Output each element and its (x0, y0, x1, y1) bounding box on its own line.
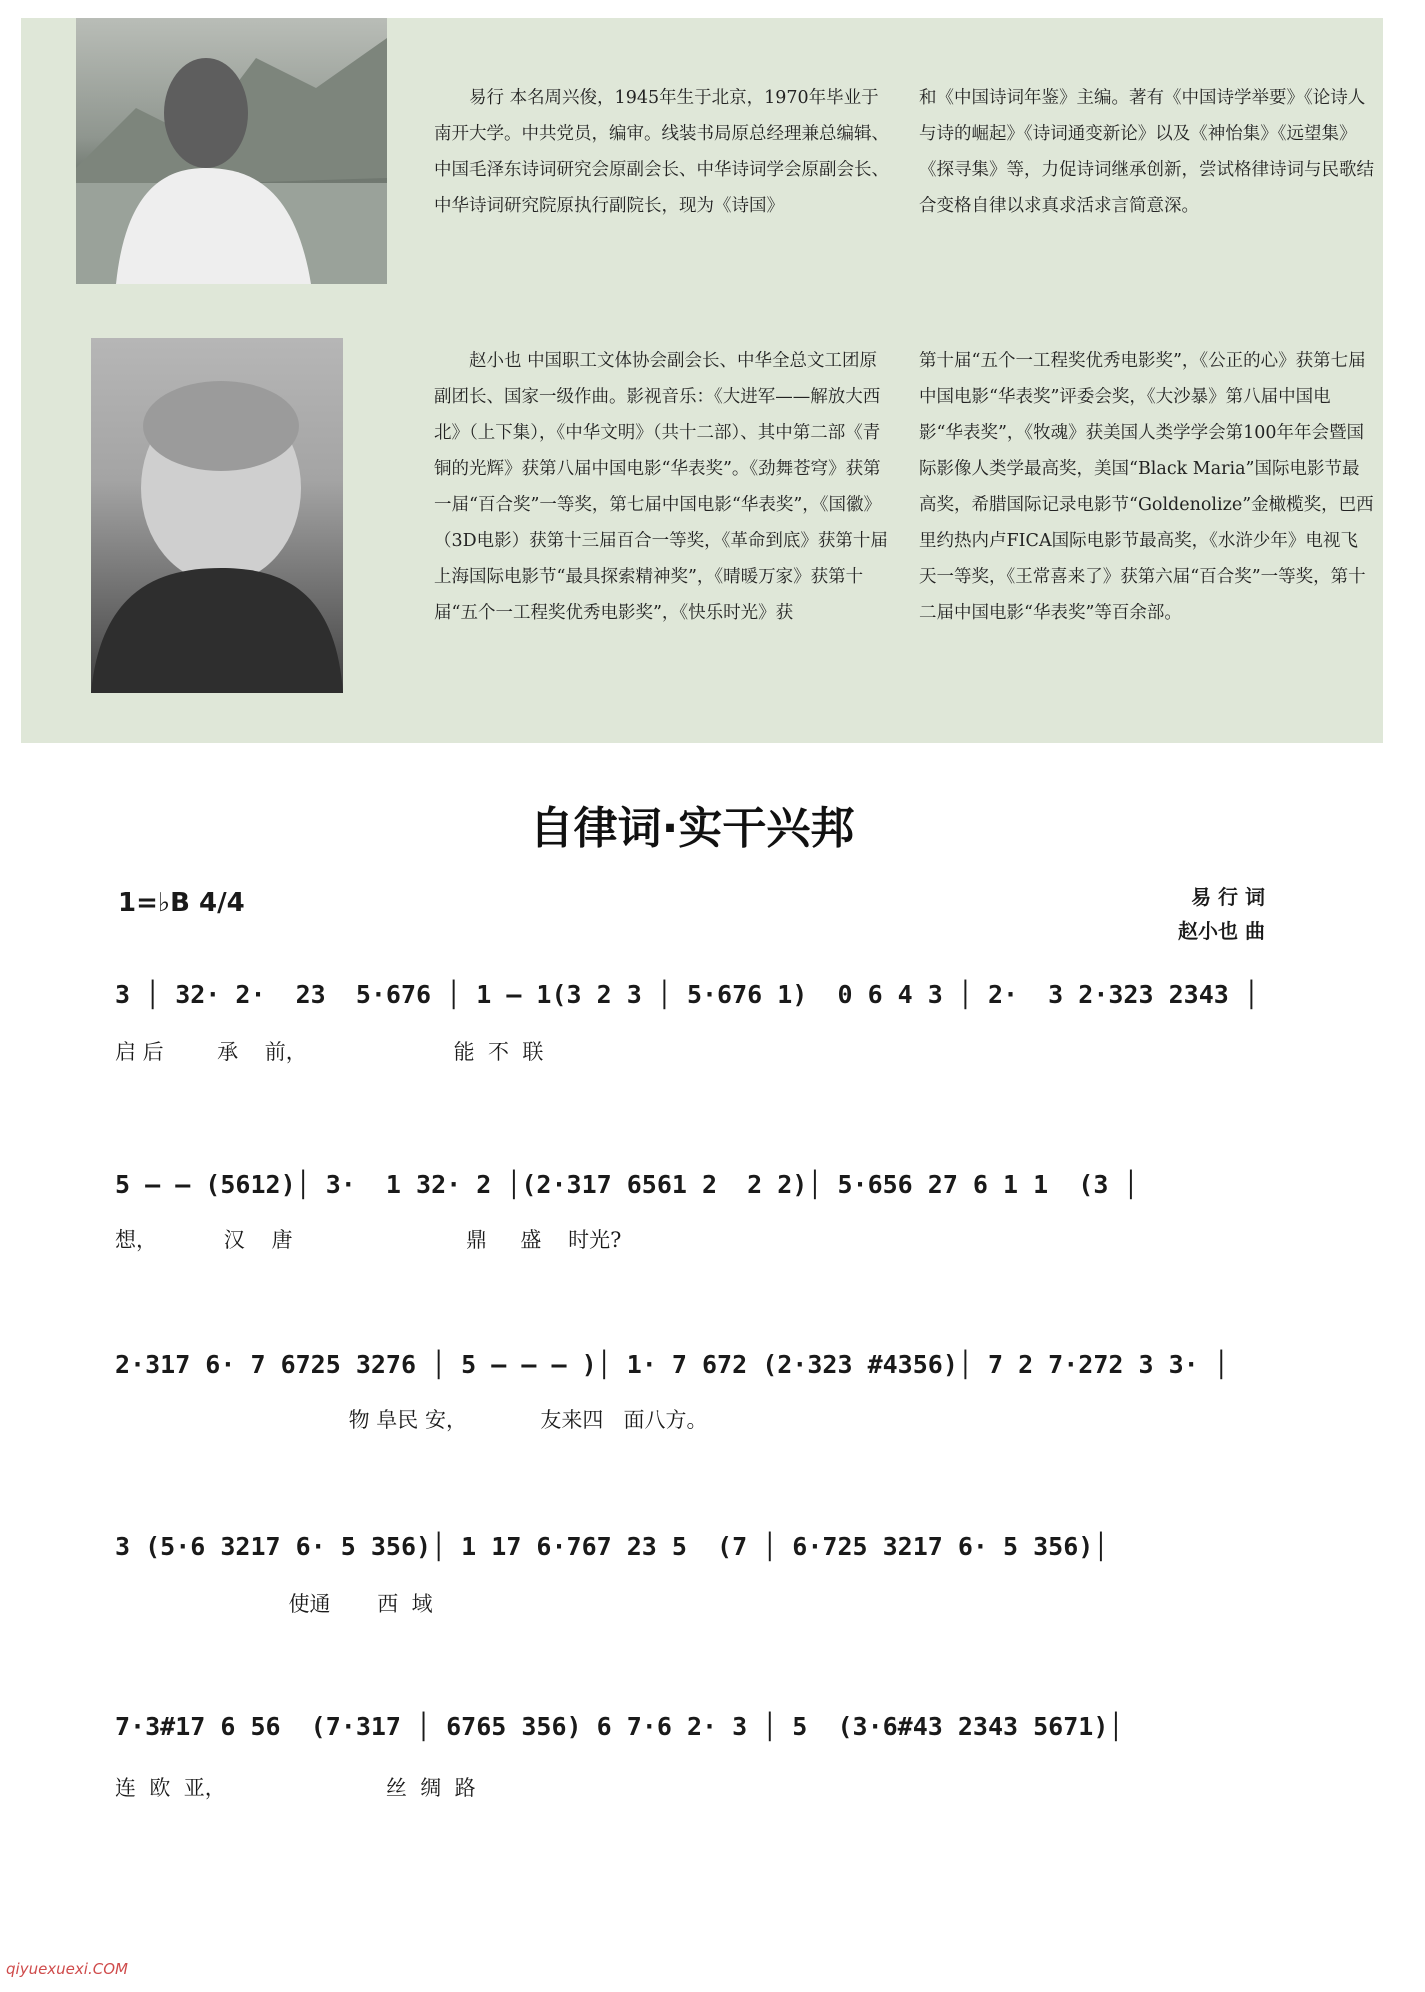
song-title: 自律词·实干兴邦 (529, 803, 855, 854)
lyricist-bio-col-a: 易行 本名周兴俊，1945年生于北京，1970年毕业于南开大学。中共党员，编审。线装书局原总经理兼总编辑、中国毛泽东诗词研究会原副会长、中华诗词学会原副会长、中华诗词研究院原执行副院长，现为《诗国》 (434, 88, 889, 216)
bio-panel (21, 18, 1383, 743)
lyricist-photo (76, 18, 387, 284)
lyric-line-5: 连 欧 亚， 丝 绸 路 (115, 1776, 476, 1800)
score-line-1: 3 │ 32· 2· 23 5·676 │ 1 – 1(3 2 3 │ 5·676 1) 0 6 4 3 │ 2· 3 2·323 2343 │ (115, 980, 1259, 1009)
composer-bio-col-a: 赵小也 中国职工文体协会副会长、中华全总文工团原副团长、国家一级作曲。影视音乐：《大进军——解放大西北》（上下集），《中华文明》（共十二部）、其中第二部《青铜的光辉》获第八届中国电影“华表奖”。《劲舞苍穹》获第一届“百合奖”一等奖，第七届中国电影“华表奖”，《国徽》（3D电影）获第十三届百合一等奖，《革命到底》获第十届上海国际电影节“最具探索精神奖”，《晴暖万家》获第十届“五个一工程奖优秀电影奖”，《快乐时光》获 (434, 351, 888, 623)
score-line-5: 7·3#17 6 56 (7·317 │ 6765 356) 6 7·6 2· 3 │ 5 (3·6#43 2343 5671)│ (115, 1712, 1124, 1741)
lyric-line-4: 使通 西 域 (115, 1592, 433, 1616)
lyric-line-1: 启 后 承 前， 能 不 联 (115, 1040, 544, 1064)
lyric-line-2: 想， 汉 唐 鼎 盛 时光? (115, 1228, 622, 1252)
composer-credit: 赵小也 曲 (1178, 919, 1265, 943)
score-line-2: 5 – – (5612)│ 3· 1 32· 2 │(2·317 6561 2 2 2)│ 5·656 27 6 1 1 (3 │ (115, 1170, 1139, 1199)
site-watermark: qiyuexuexi.COM (6, 1960, 128, 1978)
score-line-4: 3 (5·6 3217 6· 5 356)│ 1 17 6·767 23 5 (7 │ 6·725 3217 6· 5 356)│ (115, 1532, 1109, 1561)
lyric-line-3: 物 阜民 安， 友来四 面八方。 (115, 1408, 708, 1432)
lyricist-bio-col-b: 和《中国诗词年鉴》主编。著有《中国诗学举要》《论诗人与诗的崛起》《诗词通变新论》以及《神怡集》《远望集》《探寻集》等，力促诗词继承创新，尝试格律诗词与民歌结合变格自律以求真求活求言简意深。 (919, 88, 1374, 216)
key-signature: 1=♭B 4/4 (118, 888, 245, 918)
composer-bio-col-b: 第十届“五个一工程奖优秀电影奖”，《公正的心》获第七届中国电影“华表奖”评委会奖，《大沙暴》第八届中国电影“华表奖”，《牧魂》获美国人类学学会第100年年会暨国际影像人类学最高奖，美国“Black Maria”国际电影节最高奖，希腊国际记录电影节“Goldenolize”金橄榄奖，巴西里约热内卢FICA国际电影节最高奖，《水浒少年》电视飞天一等奖，《王常喜来了》获第六届“百合奖”一等奖，第十二届中国电影“华表奖”等百余部。 (919, 351, 1374, 623)
composer-photo (91, 338, 343, 693)
score-line-3: 2·317 6· 7 6725 3276 │ 5 – – – )│ 1· 7 672 (2·323 #4356)│ 7 2 7·272 3 3· │ (115, 1350, 1229, 1379)
credits (1178, 880, 1265, 948)
lyricist-credit: 易 行 词 (1191, 885, 1265, 909)
